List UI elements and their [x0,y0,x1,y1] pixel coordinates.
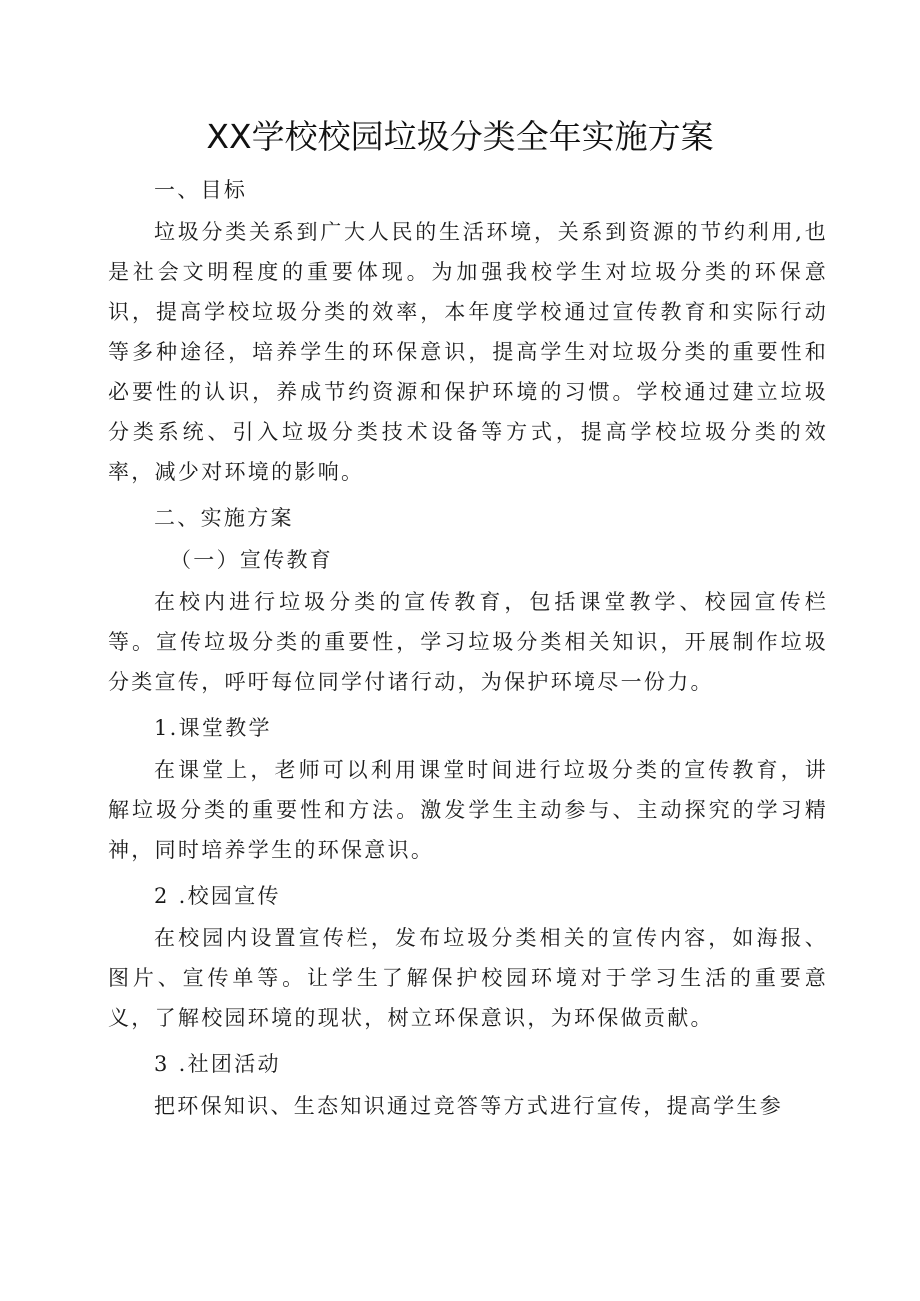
document-body [108,168,828,1132]
subsection-1-paragraph: 在校内进行垃圾分类的宣传教育，包括课堂教学、校园宣传栏等。宣传垃圾分类的重要性，学习垃圾分类相关知识，开展制作垃圾分类宣传，呼吁每位同学付诸行动，为保护环境尽一份力。 [108,590,828,694]
subsection-1-heading: （一）宣传教育 [170,548,334,572]
item-3-paragraph: 把环保知识、生态知识通过竞答等方式进行宣传，提高学生参 [154,1094,784,1118]
item-1-paragraph: 在课堂上，老师可以利用课堂时间进行垃圾分类的宣传教育，讲解垃圾分类的重要性和方法。激发学生主动参与、主动探究的学习精神，同时培养学生的环保意识。 [108,758,828,862]
item-2-paragraph: 在校园内设置宣传栏，发布垃圾分类相关的宣传内容，如海报、图片、宣传单等。让学生了解保护校园环境对于学习生活的重要意义，了解校园环境的现状，树立环保意识，为环保做贡献。 [108,926,828,1030]
section-1-heading: 一、目标 [154,178,248,202]
item-1-heading: 1.课堂教学 [154,716,272,740]
item-2-heading: 2 .校园宣传 [154,884,281,908]
document-title: XX学校校园垃圾分类全年实施方案 [206,117,714,156]
item-3-heading: 3 .社团活动 [154,1052,281,1076]
section-2-heading: 二、实施方案 [154,506,294,530]
section-1-paragraph: 垃圾分类关系到广大人民的生活环境，关系到资源的节约利用,也是社会文明程度的重要体现。为加强我校学生对垃圾分类的环保意识，提高学校垃圾分类的效率，本年度学校通过宣传教育和实际行动等多种途径，培养学生的环保意识，提高学生对垃圾分类的重要性和必要性的认识，养成节约资源和保护环境的习惯。学校通过建立垃圾分类系统、引入垃圾分类技术设备等方式，提高学校垃圾分类的效率，减少对环境的影响。 [108,220,828,484]
